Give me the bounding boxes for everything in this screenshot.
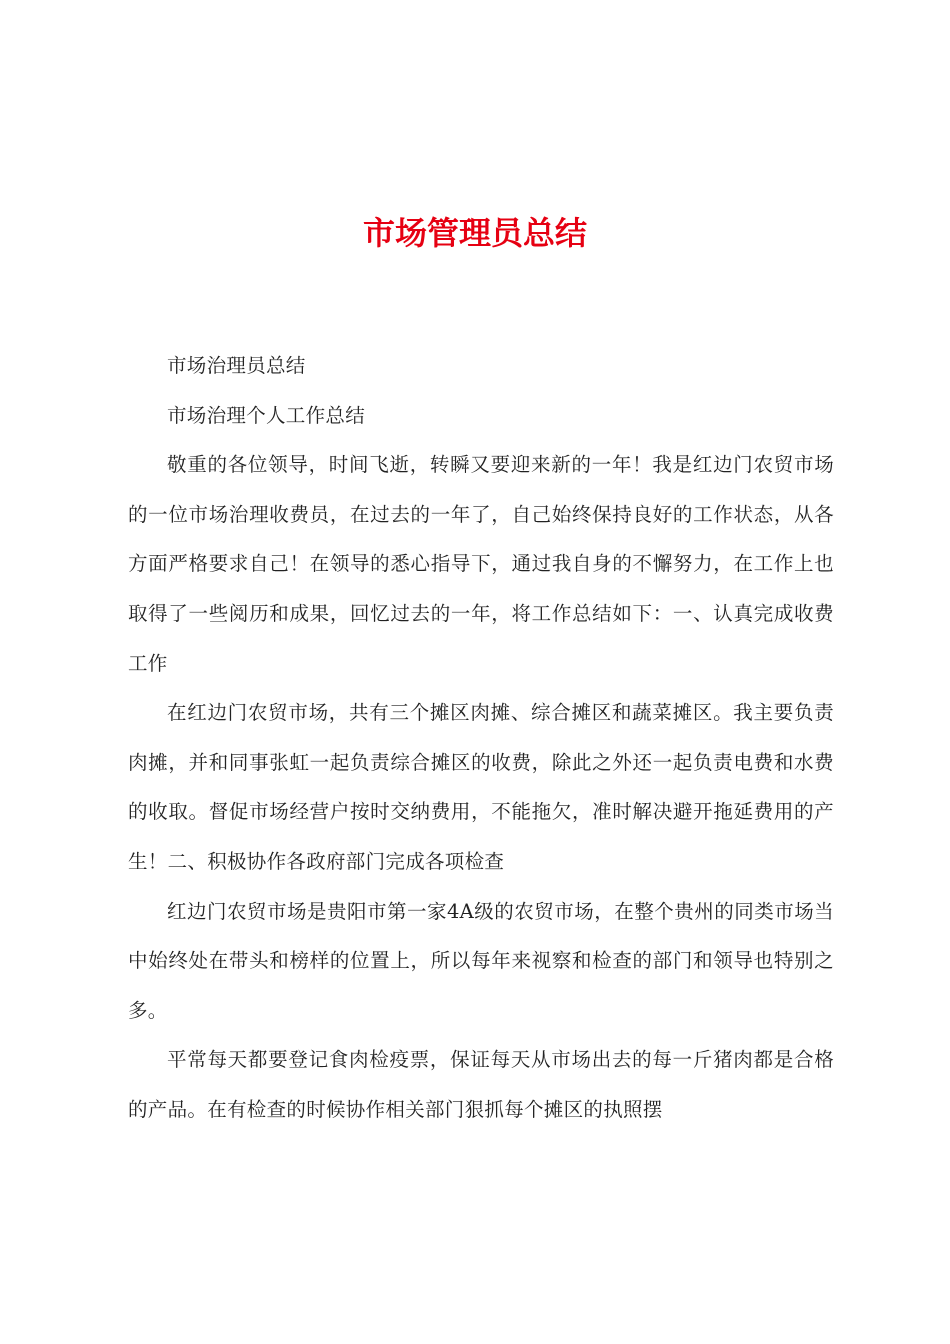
paragraph: 敬重的各位领导，时间飞逝，转瞬又要迎来新的一年！我是红边门农贸市场的一位市场治理收费员，在过去的一年了，自己始终保持良好的工作状态，从各方面严格要求自己！在领导的悉心指导下，通过我自身的不懈努力，在工作上也取得了一些阅历和成果，回忆过去的一年，将工作总结如下：一、认真完成收费工作: [128, 453, 834, 675]
paragraph: 在红边门农贸市场，共有三个摊区肉摊、综合摊区和蔬菜摊区。我主要负责肉摊，并和同事张虹一起负责综合摊区的收费，除此之外还一起负责电费和水费的收取。督促市场经营户按时交纳费用，不能拖欠，准时解决避开拖延费用的产生！二、积极协作各政府部门完成各项检查: [128, 701, 834, 873]
paragraph: 红边门农贸市场是贵阳市第一家4A级的农贸市场，在整个贵州的同类市场当中始终处在带头和榜样的位置上，所以每年来视察和检查的部门和领导也特别之多。: [128, 899, 834, 1022]
paragraph: 市场治理员总结: [167, 354, 306, 377]
paragraph: 市场治理个人工作总结: [167, 403, 366, 427]
document-title: 市场管理员总结: [362, 214, 587, 252]
document-body: [128, 341, 834, 1135]
paragraph: 平常每天都要登记食肉检疫票，保证每天从市场出去的每一斤猪肉都是合格的产品。在有检查的时候协作相关部门狠抓每个摊区的执照摆: [128, 1048, 834, 1121]
